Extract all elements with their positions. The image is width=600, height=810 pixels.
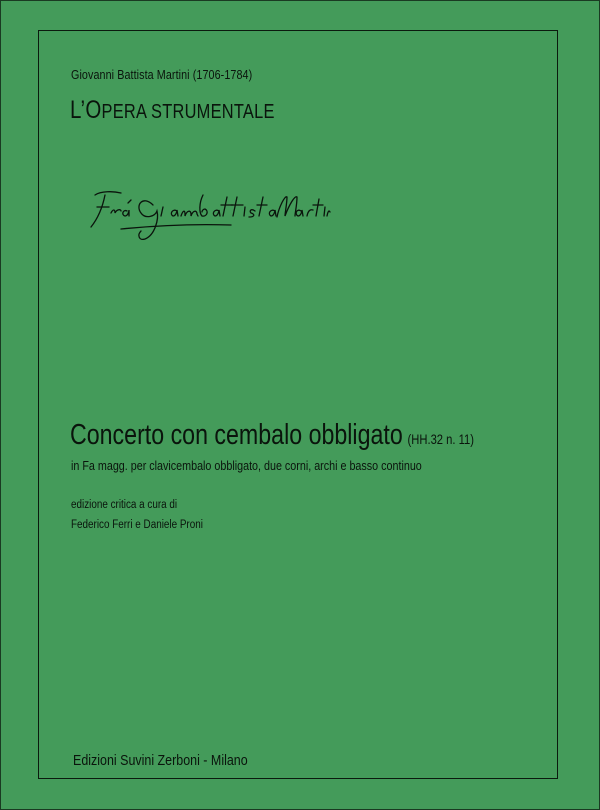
series-title-initial: L’O xyxy=(70,96,102,124)
work-title: Concerto con cembalo obbligato xyxy=(70,419,403,451)
publisher-line: Edizioni Suvini Zerboni - Milano xyxy=(73,753,248,769)
work-subtitle: in Fa magg. per clavicembalo obbligato, due corni, archi e basso continuo xyxy=(71,459,422,473)
catalog-number: (HH.32 n. 11) xyxy=(407,431,474,447)
series-title xyxy=(70,96,275,125)
cover-frame xyxy=(38,30,558,779)
editors-line: Federico Ferri e Daniele Proni xyxy=(71,519,203,531)
edition-label: edizione critica a cura di xyxy=(71,499,178,511)
work-title-line xyxy=(70,419,474,452)
series-title-rest: PERA STRUMENTALE xyxy=(101,101,275,123)
author-line: Giovanni Battista Martini (1706-1784) xyxy=(71,68,253,82)
handwritten-signature xyxy=(81,183,331,253)
